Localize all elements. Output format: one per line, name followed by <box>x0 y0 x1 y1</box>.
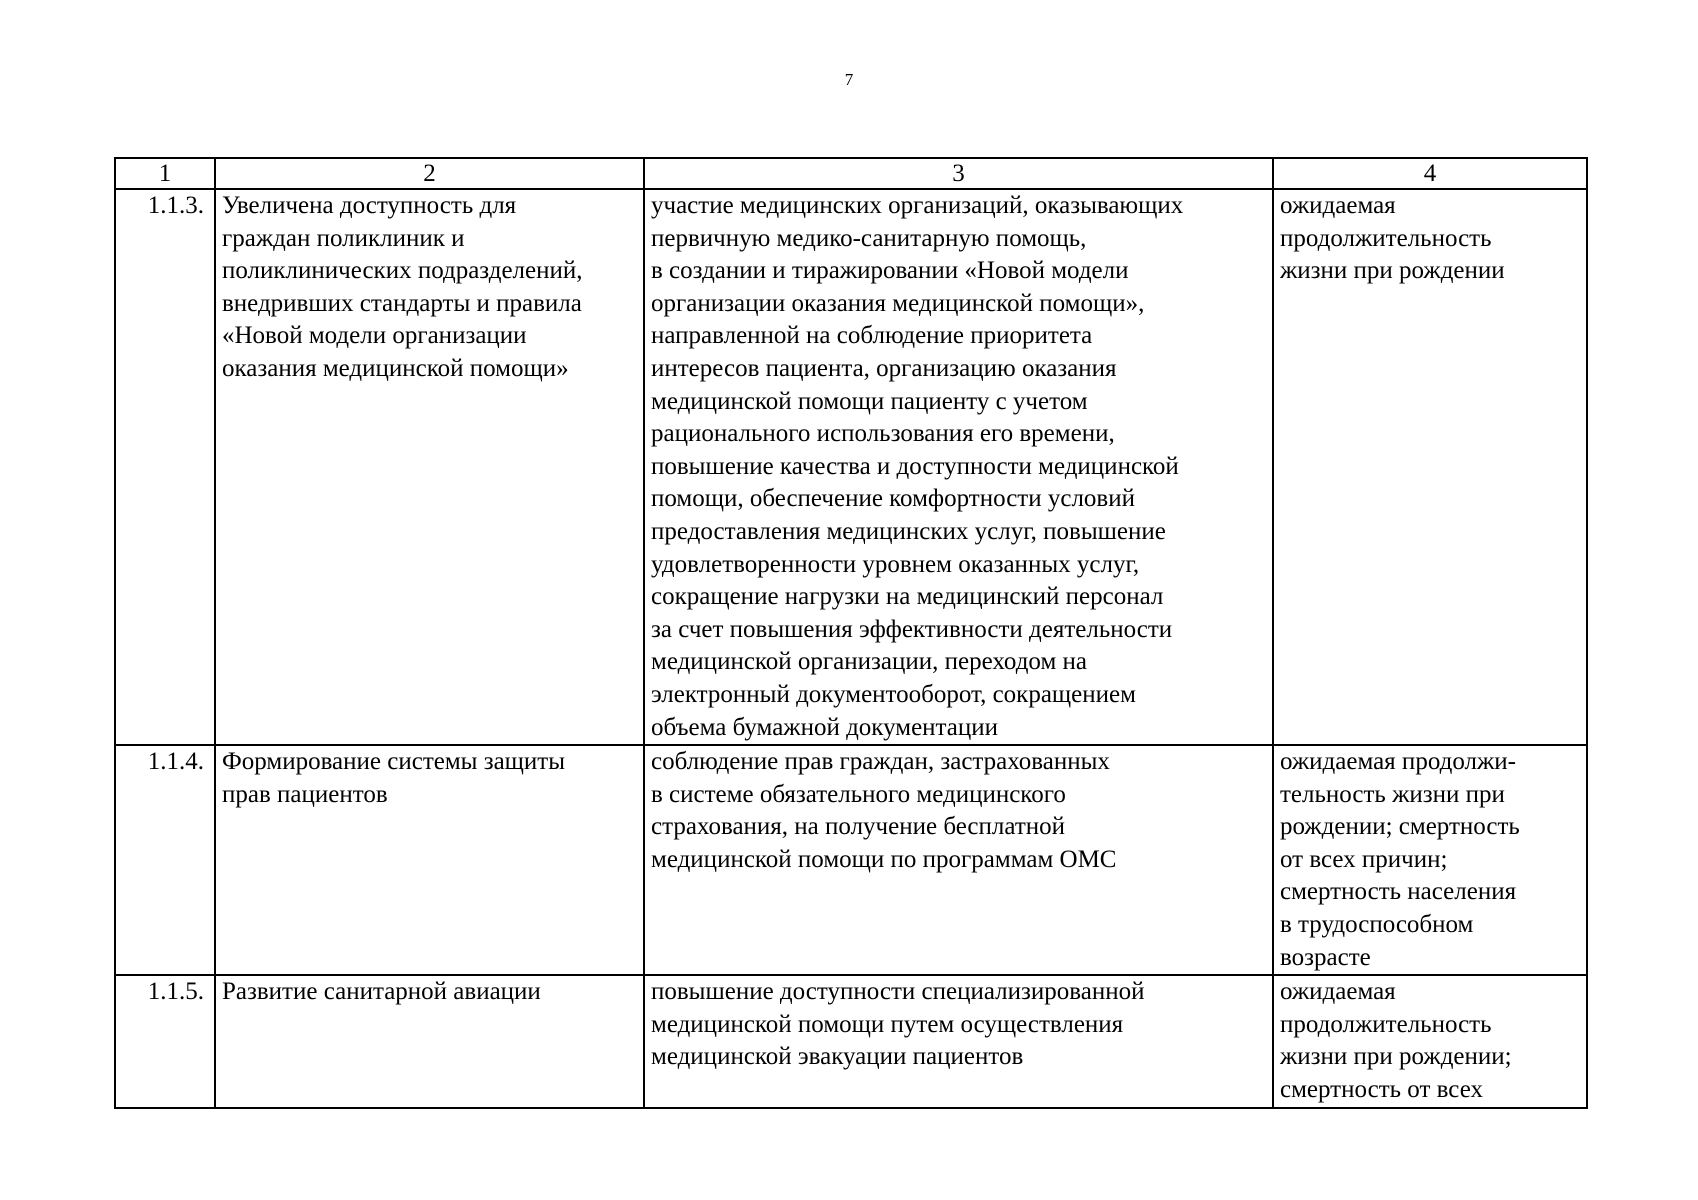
indicator-cell <box>1273 189 1587 745</box>
measure-description: участие медицинских организаций, оказывающих первичную медико-санитарную помощь, в создании и тиражировании «Новой модели организации оказания медицинской помощи», направленной на соблюдение приоритета интересов пациента, организацию оказания медицинской помощи пациенту с учетом рационального использования его времени, повышение качества и доступности медицинской помощи, обеспечение комфортности условий предоставления медицинских услуг, повышение удовлетворенности уровнем оказанных услуг, сокращение нагрузки на медицинский персонал за счет повышения эффективности деятельности медицинской организации, переходом на электронный документооборот, сокращением объема бумажной документации <box>651 192 1184 741</box>
measure-description: повышение доступности специализированной медицинской помощи путем осуществления медицинской эвакуации пациентов <box>651 978 1145 1071</box>
measures-table <box>114 157 1588 1109</box>
table-row <box>115 745 1587 975</box>
measure-description-cell <box>644 189 1273 745</box>
table-row <box>115 189 1587 745</box>
measure-name: Развитие санитарной авиации <box>222 978 541 1006</box>
table-row <box>115 975 1587 1107</box>
measure-name: Увеличена доступность для граждан поликлиник и поликлинических подразделений, внедривших стандарты и правила «Новой модели организации оказания медицинской помощи» <box>222 192 583 382</box>
measure-name-cell <box>215 975 644 1107</box>
indicator-cell <box>1273 745 1587 975</box>
measure-name-cell <box>215 745 644 975</box>
measure-description-cell <box>644 745 1273 975</box>
indicator-text: ожидаемая продолжи- тельность жизни при рождении; смертность от всех причин; смертность населения в трудоспособном возрасте <box>1280 748 1520 971</box>
indicator-text: ожидаемая продолжительность жизни при рождении; смертность от всех <box>1280 978 1512 1104</box>
page-number: 7 <box>844 70 854 89</box>
header-row <box>115 158 1587 189</box>
measure-description-cell <box>644 975 1273 1107</box>
indicator-cell <box>1273 975 1587 1107</box>
table-header <box>115 158 1587 189</box>
measure-description: соблюдение прав граждан, застрахованных в системе обязательного медицинского страхования, на получение бесплатной медицинской помощи по программам ОМС <box>651 748 1117 873</box>
column-header-1: 1 <box>115 158 215 189</box>
column-header-4: 4 <box>1273 158 1587 189</box>
row-number: 1.1.4. <box>115 745 215 975</box>
measure-name-cell <box>215 189 644 745</box>
table-body <box>115 189 1587 1108</box>
column-header-2: 2 <box>215 158 644 189</box>
column-header-3: 3 <box>644 158 1273 189</box>
measure-name: Формирование системы защиты прав пациентов <box>222 748 566 808</box>
row-number: 1.1.5. <box>115 975 215 1107</box>
indicator-text: ожидаемая продолжительность жизни при рождении <box>1280 192 1505 285</box>
row-number: 1.1.3. <box>115 189 215 745</box>
